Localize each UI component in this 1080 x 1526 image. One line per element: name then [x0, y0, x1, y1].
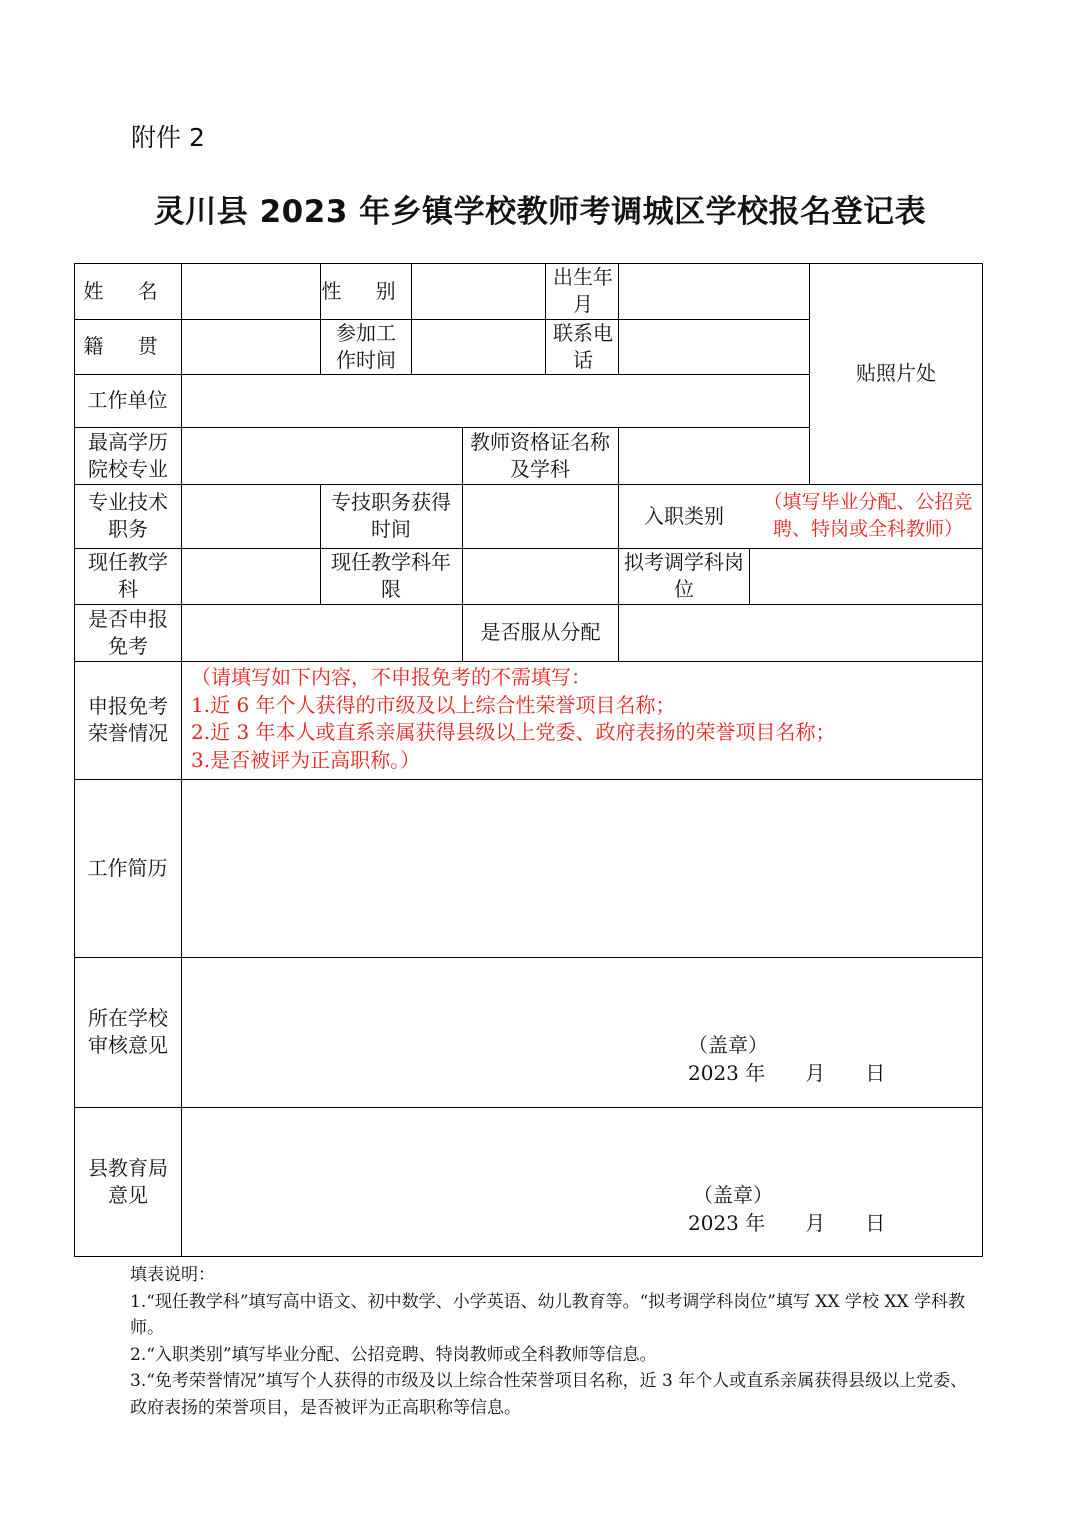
work-unit-field[interactable] [182, 374, 809, 427]
attachment-label: 附件 2 [131, 123, 205, 152]
notes-heading: 填表说明： [130, 1265, 215, 1285]
bureau-opinion-label: 县教育局意见 [88, 1155, 168, 1207]
subject-years-label: 现任教学科年限 [331, 550, 451, 601]
subject-years-field[interactable] [463, 548, 618, 604]
notes-item: 2.“入职类别”填写毕业分配、公招竞聘、特岗教师或全科教师等信息。 [130, 1344, 657, 1365]
honor-label: 申报免考荣誉情况 [88, 694, 168, 745]
work-start-field[interactable] [412, 319, 545, 374]
gender-field[interactable] [412, 263, 545, 319]
work-resume-label: 工作简历 [87, 855, 168, 880]
filling-notes [130, 1262, 970, 1421]
entry-type-label: 入职类别 [644, 503, 724, 528]
school-review-label: 所在学校审核意见 [88, 1006, 168, 1057]
honor-instructions[interactable] [191, 664, 836, 774]
professional-title-label: 专业技术职务 [88, 490, 168, 541]
title-time-field[interactable] [463, 484, 618, 548]
work-start-label: 参加工作时间 [336, 320, 396, 372]
native-place-label: 籍 贯 [83, 334, 172, 358]
obey-assignment-field[interactable] [619, 604, 982, 661]
education-label: 最高学历院校专业 [88, 429, 168, 481]
honor-line: 2.近 3 年本人或直系亲属获得县级以上党委、政府表扬的荣誉项目名称； [191, 720, 836, 744]
gender-label: 性 别 [321, 278, 410, 303]
title-time-label: 专技职务获得时间 [331, 490, 451, 541]
birth-label: 出生年月 [553, 265, 613, 316]
phone-label: 联系电话 [553, 320, 613, 372]
teacher-cert-label: 教师资格证名称及学科 [470, 429, 610, 481]
exam-exempt-field[interactable] [182, 604, 462, 661]
native-place-field[interactable] [182, 319, 320, 374]
notes-item: 1.“现任教学科”填写高中语文、初中数学、小学英语、幼儿教育等。“拟考调学科岗位”填写 XX 学校 XX 学科教师。 [130, 1291, 966, 1338]
name-label: 姓 名 [83, 278, 172, 303]
honor-line: 3.是否被评为正高职称。） [191, 747, 421, 772]
bureau-seal-text: （盖章） [693, 1183, 773, 1207]
school-review-date: 2023 年 月 日 [688, 1061, 886, 1085]
target-post-label: 拟考调学科岗位 [624, 550, 744, 601]
current-subject-label: 现任教学科 [88, 550, 168, 601]
honor-line: （请填写如下内容，不申报免考的不需填写： [191, 665, 591, 689]
obey-assignment-label: 是否服从分配 [480, 620, 601, 644]
entry-type-hint[interactable]: （填写毕业分配、公招竞聘、特岗或全科教师） [763, 491, 973, 540]
teacher-cert-field[interactable] [619, 427, 809, 484]
education-field[interactable] [182, 427, 462, 484]
school-seal-text: （盖章） [688, 1033, 768, 1057]
target-post-field[interactable] [750, 548, 982, 604]
work-unit-label: 工作单位 [87, 388, 168, 412]
exam-exempt-label: 是否申报免考 [88, 606, 168, 658]
professional-title-field[interactable] [182, 484, 320, 548]
bureau-review-date: 2023 年 月 日 [688, 1211, 886, 1235]
work-resume-field[interactable] [182, 779, 982, 957]
notes-item: 3.“免考荣誉情况”填写个人获得的市级及以上综合性荣誉项目名称，近 3 年个人或直系亲属获得县级以上党委、政府表扬的荣誉项目，是否被评为正高职称等信息。 [130, 1371, 968, 1418]
phone-field[interactable] [619, 319, 809, 374]
birth-field[interactable] [619, 263, 809, 319]
current-subject-field[interactable] [182, 548, 320, 604]
photo-placeholder: 贴照片处 [856, 361, 936, 385]
name-field[interactable] [182, 263, 320, 319]
honor-line: 1.近 6 年个人获得的市级及以上综合性荣誉项目名称； [191, 692, 676, 717]
page-title: 灵川县 2023 年乡镇学校教师考调城区学校报名登记表 [153, 194, 927, 230]
